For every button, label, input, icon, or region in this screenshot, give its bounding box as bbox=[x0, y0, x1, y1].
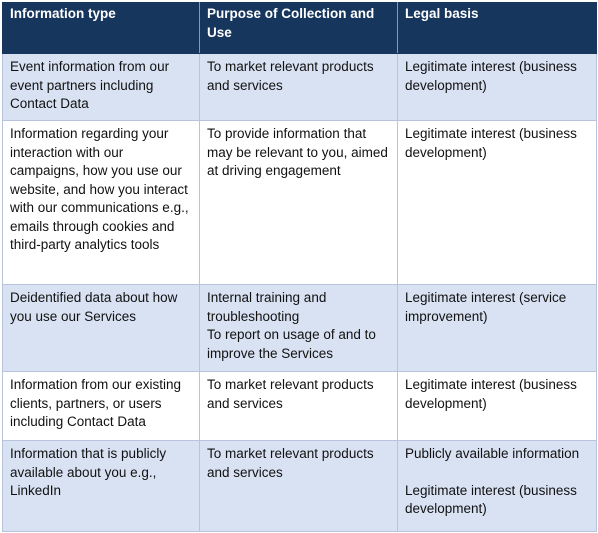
cell-text: To market relevant products and services bbox=[207, 446, 374, 480]
cell-text: Legitimate interest (service improvement) bbox=[405, 290, 567, 324]
cell-information-type bbox=[3, 441, 200, 532]
cell-text: Information that is publicly available about you e.g., LinkedIn bbox=[10, 446, 167, 498]
table-row bbox=[3, 54, 597, 121]
cell-text: Legitimate interest (business development) bbox=[405, 59, 577, 93]
cell-information-type bbox=[3, 285, 200, 372]
cell-purpose bbox=[200, 372, 398, 441]
cell-purpose bbox=[200, 54, 398, 121]
cell-text: Information regarding your interaction with our campaigns, how you use our website, and how you interact with our communications e.g., emails through cookies and third-party analytics tools bbox=[10, 126, 189, 252]
cell-legal-basis bbox=[398, 121, 597, 285]
table-row bbox=[3, 441, 597, 532]
cell-text: Legitimate interest (business development) bbox=[405, 482, 577, 516]
cell-text: Information from our existing clients, partners, or users including Contact Data bbox=[10, 377, 182, 429]
cell-legal-basis bbox=[398, 285, 597, 372]
data-collection-table bbox=[2, 2, 597, 532]
cell-text: Deidentified data about how you use our Services bbox=[10, 290, 178, 324]
cell-text: To provide information that may be relevant to you, aimed at driving engagement bbox=[207, 126, 388, 178]
cell-text: Publicly available information bbox=[405, 446, 580, 461]
cell-text: To report on usage of and to improve the Services bbox=[207, 327, 376, 361]
cell-text: Legitimate interest (business development) bbox=[405, 126, 577, 160]
paragraph-gap bbox=[405, 464, 591, 482]
table-row bbox=[3, 121, 597, 285]
table-row bbox=[3, 372, 597, 441]
cell-text: To market relevant products and services bbox=[207, 377, 374, 411]
cell-legal-basis bbox=[398, 372, 597, 441]
header-legal-basis: Legal basis bbox=[398, 3, 597, 54]
cell-purpose bbox=[200, 121, 398, 285]
header-information-type: Information type bbox=[3, 3, 200, 54]
cell-information-type bbox=[3, 372, 200, 441]
cell-information-type bbox=[3, 54, 200, 121]
header-purpose: Purpose of Collection and Use bbox=[200, 3, 398, 54]
cell-text: To market relevant products and services bbox=[207, 59, 374, 93]
cell-information-type bbox=[3, 121, 200, 285]
cell-purpose bbox=[200, 441, 398, 532]
table-header-row bbox=[3, 3, 597, 54]
cell-legal-basis bbox=[398, 54, 597, 121]
cell-text: Legitimate interest (business development) bbox=[405, 377, 577, 411]
cell-purpose bbox=[200, 285, 398, 372]
cell-text: Internal training and troubleshooting bbox=[207, 290, 327, 324]
table-row bbox=[3, 285, 597, 372]
cell-text: Event information from our event partners including Contact Data bbox=[10, 59, 170, 111]
cell-legal-basis bbox=[398, 441, 597, 532]
